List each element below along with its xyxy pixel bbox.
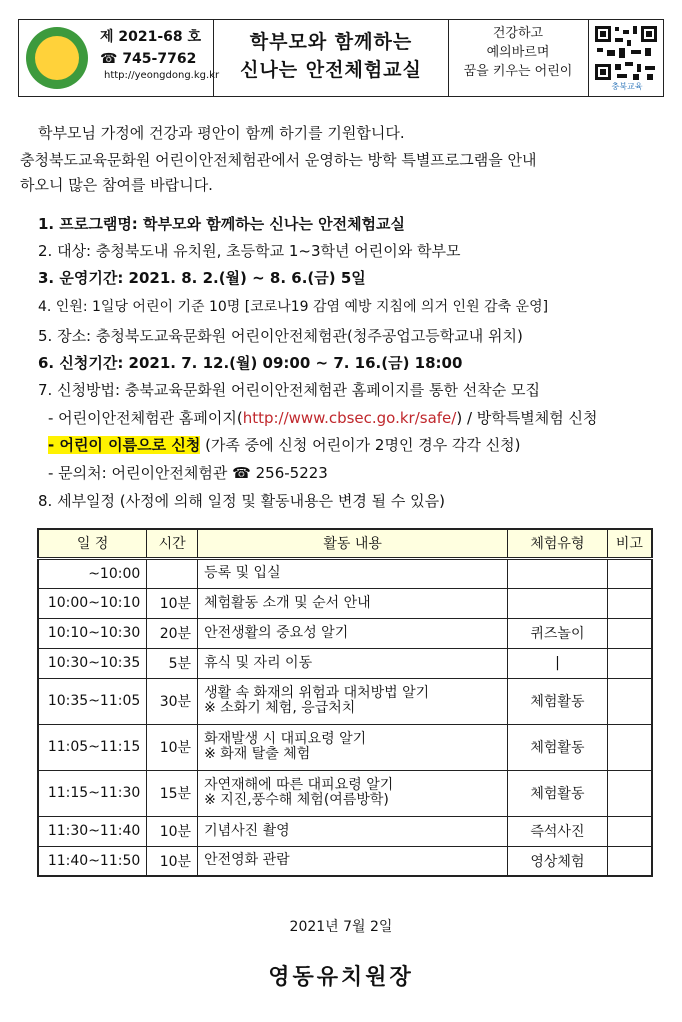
cell-type: 체험활동: [508, 678, 608, 724]
slogan-line-2: 예의바르며: [486, 45, 550, 60]
apply-by-name-highlight: - 어린이 이름으로 신청: [48, 436, 201, 454]
table-row: [38, 618, 652, 648]
school-phone: ☎ 745-7762: [100, 51, 197, 67]
table-row: [38, 846, 652, 876]
col-header-activity: 활동 내용: [198, 529, 508, 558]
table-row: [38, 816, 652, 846]
cell-type: [508, 558, 608, 588]
table-row: [38, 588, 652, 618]
activity-main: 화재발생 시 대피요령 알기: [204, 731, 367, 747]
cell-type: 체험활동: [508, 724, 608, 770]
cell-duration: 10분: [147, 588, 198, 618]
activity-main: 자연재해에 따른 대피요령 알기: [204, 777, 394, 793]
cell-duration: [147, 558, 198, 588]
cell-note: [607, 724, 652, 770]
cell-duration: 10분: [147, 816, 198, 846]
cell-note: [607, 558, 652, 588]
slogan-line-1: 건강하고: [492, 26, 544, 41]
cell-note: [607, 648, 652, 678]
item-apply-by-name: [48, 432, 521, 459]
item-apply-method: 7. 신청방법: 충북교육문화원 어린이안전체험관 홈페이지를 통한 선착순 모집: [38, 381, 540, 399]
cell-time: 10:10~10:30: [38, 618, 147, 648]
cell-activity: [198, 770, 508, 816]
activity-main: 생활 속 화재의 위험과 대처방법 알기: [204, 685, 430, 701]
school-url[interactable]: http://yeongdong.kg.kr: [104, 70, 220, 81]
table-row: [38, 724, 652, 770]
item-apply-homepage: [48, 405, 597, 432]
school-logo: [26, 27, 88, 89]
cell-note: [607, 846, 652, 876]
cell-note: [607, 618, 652, 648]
cell-type: 체험활동: [508, 770, 608, 816]
item-target: 2. 대상: 충청북도내 유치원, 초등학교 1~3학년 어린이와 학부모: [38, 242, 461, 260]
activity-main: 등록 및 입실: [204, 565, 281, 581]
cell-type: 퀴즈놀이: [508, 618, 608, 648]
intro-line-1: 학부모님 가정에 건강과 평안이 함께 하기를 기원합니다.: [38, 124, 405, 142]
col-header-note: 비고: [607, 529, 652, 558]
cell-duration: 10분: [147, 846, 198, 876]
issue-info: [100, 26, 201, 70]
newsletter-title: [216, 28, 446, 84]
qr-code-icon[interactable]: [593, 24, 659, 82]
apply-by-name-note: (가족 중에 신청 어린이가 2명인 경우 각각 신청): [200, 436, 521, 454]
cell-type: [508, 588, 608, 618]
activity-sub: ※ 지진,풍수해 체험(여름방학): [204, 792, 389, 808]
table-row: [38, 558, 652, 588]
col-header-duration: 시간: [147, 529, 198, 558]
item-period: 3. 운영기간: 2021. 8. 2.(월) ~ 8. 6.(금) 5일: [38, 269, 366, 287]
cell-type: 영상체험: [508, 846, 608, 876]
cell-time: 10:35~11:05: [38, 678, 147, 724]
table-row: [38, 770, 652, 816]
school-slogan: [450, 24, 586, 81]
cell-type: 즉석사진: [508, 816, 608, 846]
cell-note: [607, 678, 652, 724]
apply-homepage-prefix: - 어린이안전체험관 홈페이지(: [48, 409, 243, 427]
col-header-type: 체험유형: [508, 529, 608, 558]
cell-time: 10:00~10:10: [38, 588, 147, 618]
activity-sub: ※ 화재 탈출 체험: [204, 746, 311, 762]
cell-note: [607, 588, 652, 618]
apply-homepage-suffix: ) / 방학특별체험 신청: [456, 409, 598, 427]
cell-time: 11:15~11:30: [38, 770, 147, 816]
slogan-line-3: 꿈을 키우는 어린이: [463, 64, 573, 79]
cell-activity: [198, 588, 508, 618]
cell-time: 11:05~11:15: [38, 724, 147, 770]
document-date: 2021년 7월 2일: [289, 919, 393, 935]
logo-emblem-icon: [35, 36, 79, 80]
activity-main: 안전영화 관람: [204, 852, 290, 869]
cell-note: [607, 770, 652, 816]
item-capacity: 4. 인원: 1일당 어린이 기준 10명 [코로나19 감염 예방 지침에 의거 인원 감축 운영]: [38, 299, 549, 315]
cell-duration: 20분: [147, 618, 198, 648]
schedule-table: [37, 528, 653, 877]
homepage-link[interactable]: http://www.cbsec.go.kr/safe/: [242, 409, 457, 427]
principal-signature: 영동유치원장: [268, 965, 414, 990]
cell-activity: [198, 816, 508, 846]
cell-time: ~10:00: [38, 558, 147, 588]
cell-time: 11:40~11:50: [38, 846, 147, 876]
cell-activity: [198, 648, 508, 678]
cell-activity: [198, 724, 508, 770]
activity-main: 체험활동 소개 및 순서 안내: [204, 594, 371, 611]
table-row: [38, 678, 652, 724]
qr-label: 충북교육: [611, 82, 643, 91]
cell-activity: [198, 618, 508, 648]
item-apply-period: 6. 신청기간: 2021. 7. 12.(월) 09:00 ~ 7. 16.(금) 18:00: [38, 354, 463, 372]
cell-activity: [198, 846, 508, 876]
issue-number: 제 2021-68 호: [100, 29, 202, 45]
title-line-1: 학부모와 함께하는: [249, 31, 413, 53]
item-program-name: 1. 프로그램명: 학부모와 함께하는 신나는 안전체험교실: [38, 215, 406, 233]
cell-time: 11:30~11:40: [38, 816, 147, 846]
activity-main: 기념사진 촬영: [204, 822, 290, 839]
intro-line-2: 충청북도교육문화원 어린이안전체험관에서 운영하는 방학 특별프로그램을 안내: [20, 151, 537, 169]
intro-line-3: 하오니 많은 참여를 바랍니다.: [20, 176, 213, 194]
activity-sub: ※ 소화기 체험, 응급처치: [204, 700, 356, 716]
item-location: 5. 장소: 충청북도교육문화원 어린이안전체험관(청주공업고등학교내 위치): [38, 327, 523, 345]
col-header-time: 일 정: [38, 529, 147, 558]
cell-activity: [198, 558, 508, 588]
cell-note: [607, 816, 652, 846]
cell-duration: 10분: [147, 724, 198, 770]
schedule-header-row: [38, 529, 652, 558]
activity-main: 휴식 및 자리 이동: [204, 654, 313, 671]
activity-main: 안전생활의 중요성 알기: [204, 624, 349, 641]
cell-time: 10:30~10:35: [38, 648, 147, 678]
cell-type: |: [508, 648, 608, 678]
table-row: [38, 648, 652, 678]
item-contact: - 문의처: 어린이안전체험관 ☎ 256-5223: [48, 464, 328, 482]
title-line-2: 신나는 안전체험교실: [240, 59, 422, 81]
item-schedule: 8. 세부일정 (사정에 의해 일정 및 활동내용은 변경 될 수 있음): [38, 492, 445, 510]
cell-duration: 30분: [147, 678, 198, 724]
cell-duration: 15분: [147, 770, 198, 816]
cell-duration: 5분: [147, 648, 198, 678]
cell-activity: [198, 678, 508, 724]
